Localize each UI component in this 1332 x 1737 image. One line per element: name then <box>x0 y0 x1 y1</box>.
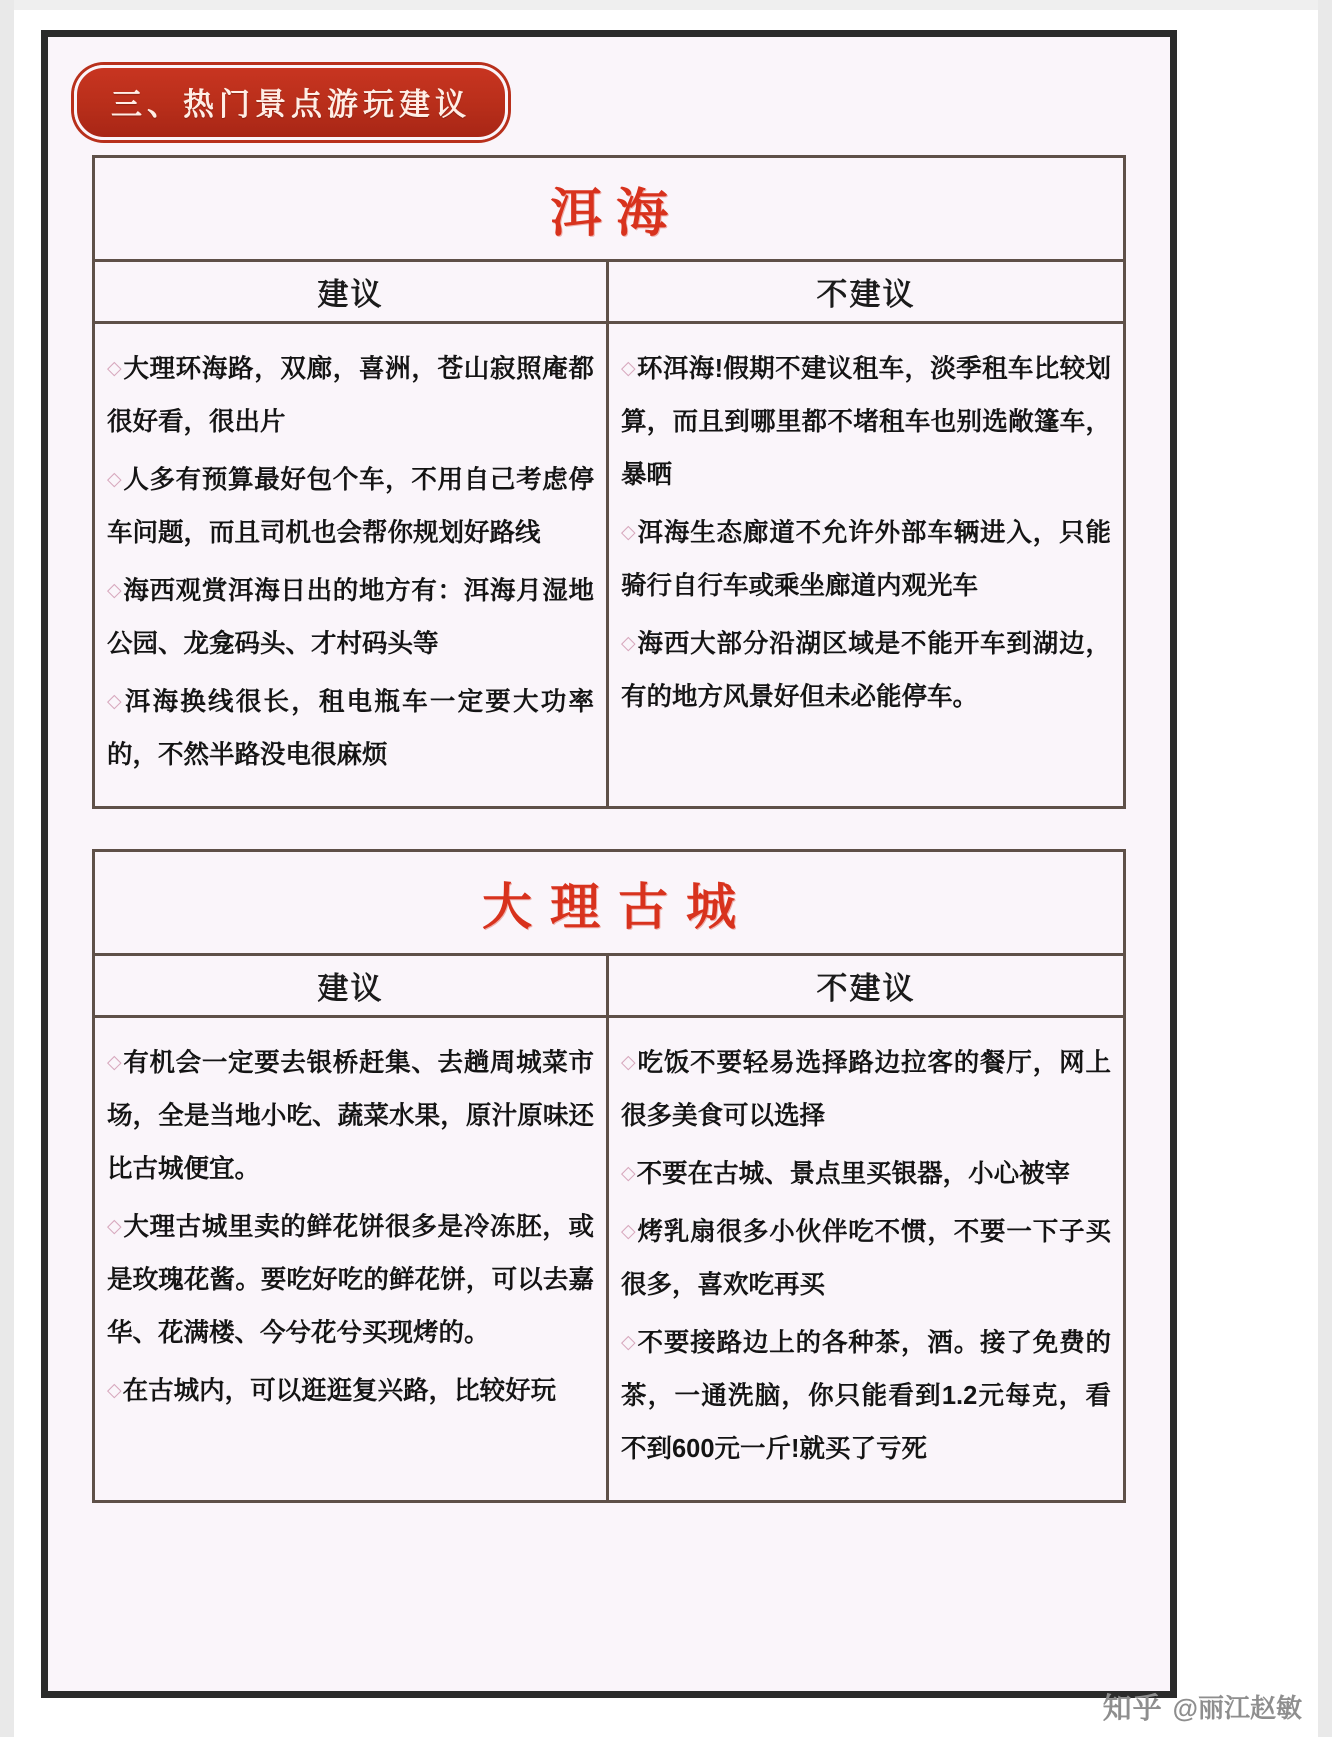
list-item <box>107 1364 594 1418</box>
zhihu-logo-text: 知乎 <box>1102 1693 1163 1725</box>
list-item-text: 洱海生态廊道不允许外部车辆进入，只能骑行自行车或乘坐廊道内观光车 <box>621 519 1111 600</box>
column-header-recommend: 建议 <box>95 956 609 1015</box>
diamond-bullet-icon: ◇ <box>621 633 637 654</box>
photo-edge-left <box>0 0 14 1737</box>
diamond-bullet-icon: ◇ <box>107 1052 123 1073</box>
list-item <box>621 1147 1111 1201</box>
spot-title-dali-gucheng: 大理古城 <box>482 878 754 935</box>
list-item-text: 洱海换线很长，租电瓶车一定要大功率的，不然半路没电很麻烦 <box>107 688 594 769</box>
list-item <box>107 1200 594 1360</box>
list-item-text: 吃饭不要轻易选择路边拉客的餐厅，网上很多美食可以选择 <box>621 1049 1111 1130</box>
list-item <box>107 564 594 671</box>
diamond-bullet-icon: ◇ <box>621 358 636 379</box>
list-item-text: 有机会一定要去银桥赶集、去趟周城菜市场，全是当地小吃、蔬菜水果，原汁原味还比古城便宜。 <box>107 1049 594 1183</box>
list-item-text: 不要在古城、景点里买银器，小心被宰 <box>636 1160 1071 1188</box>
list-item <box>107 453 594 560</box>
not-recommend-cell <box>609 1018 1123 1500</box>
diamond-bullet-icon: ◇ <box>107 1216 123 1237</box>
watermark-handle: @丽江赵敏 <box>1172 1693 1302 1723</box>
photo-edge-right <box>1318 0 1332 1737</box>
list-item-text: 大理古城里卖的鲜花饼很多是冷冻胚，或是玫瑰花酱。要吃好吃的鲜花饼，可以去嘉华、花满楼、今兮花兮买现烤的。 <box>107 1213 594 1347</box>
section-heading-label: 三、热门景点游玩建议 <box>74 65 508 140</box>
list-item-text: 环洱海!假期不建议租车，淡季租车比较划算，而且到哪里都不堵租车也别选敞篷车，暴晒 <box>621 355 1111 489</box>
spot-title-erhai: 洱海 <box>549 186 682 243</box>
not-recommend-cell <box>609 324 1123 806</box>
list-item <box>621 1036 1111 1143</box>
section-heading <box>74 65 508 140</box>
list-item-text: 海西大部分沿湖区域是不能开车到湖边，有的地方风景好但未必能停车。 <box>621 630 1111 711</box>
column-header-not-recommend: 不建议 <box>816 277 916 312</box>
list-item <box>107 1036 594 1196</box>
photo-edge-top <box>0 0 1332 10</box>
table-body-row <box>95 324 1123 806</box>
list-item <box>107 675 594 782</box>
column-header-row <box>95 262 1123 324</box>
diamond-bullet-icon: ◇ <box>107 691 124 712</box>
list-item <box>621 1316 1111 1476</box>
diamond-bullet-icon: ◇ <box>621 522 637 543</box>
spot-table-dali-gucheng <box>92 849 1126 1503</box>
diamond-bullet-icon: ◇ <box>621 1163 636 1184</box>
poster-frame <box>41 30 1177 1698</box>
list-item-text: 海西观赏洱海日出的地方有：洱海月湿地公园、龙龛码头、才村码头等 <box>107 577 594 658</box>
diamond-bullet-icon: ◇ <box>107 358 123 379</box>
column-header-not-recommend: 不建议 <box>816 971 916 1006</box>
list-item-text: 大理环海路，双廊，喜洲，苍山寂照庵都很好看，很出片 <box>107 355 594 436</box>
diamond-bullet-icon: ◇ <box>107 580 123 601</box>
spot-title-row <box>95 852 1123 956</box>
spot-table-erhai <box>92 155 1126 809</box>
list-item <box>621 342 1111 502</box>
table-body-row <box>95 1018 1123 1500</box>
column-header-row <box>95 956 1123 1018</box>
diamond-bullet-icon: ◇ <box>621 1221 637 1242</box>
recommend-cell <box>95 324 609 806</box>
list-item-text: 人多有预算最好包个车，不用自己考虑停车问题，而且司机也会帮你规划好路线 <box>107 466 594 547</box>
diamond-bullet-icon: ◇ <box>107 469 123 490</box>
watermark <box>1103 1686 1302 1727</box>
list-item <box>621 617 1111 724</box>
list-item-text: 烤乳扇很多小伙伴吃不惯，不要一下子买很多，喜欢吃再买 <box>621 1218 1111 1299</box>
column-header-recommend: 建议 <box>95 262 609 321</box>
spot-title-row <box>95 158 1123 262</box>
diamond-bullet-icon: ◇ <box>621 1052 637 1073</box>
recommend-cell <box>95 1018 609 1500</box>
list-item-text: 不要接路边上的各种茶，酒。接了免费的茶，一通洗脑，你只能看到1.2元每克，看不到600元一斤!就买了亏死 <box>621 1329 1111 1463</box>
list-item <box>621 1205 1111 1312</box>
list-item-text: 在古城内，可以逛逛复兴路，比较好玩 <box>122 1377 557 1405</box>
list-item <box>107 342 594 449</box>
diamond-bullet-icon: ◇ <box>107 1380 122 1401</box>
list-item <box>621 506 1111 613</box>
diamond-bullet-icon: ◇ <box>621 1332 637 1353</box>
poster-canvas <box>48 37 1170 1691</box>
